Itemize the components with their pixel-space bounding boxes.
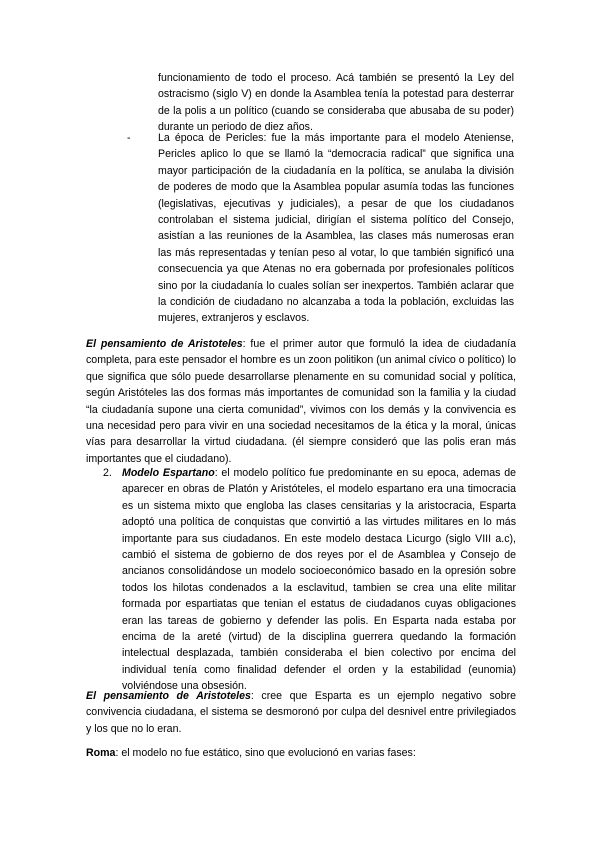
- section-roma: [86, 745, 516, 761]
- section-heading: Roma: [86, 747, 116, 759]
- numbered-item-espartano: [103, 465, 516, 695]
- section-heading: El pensamiento de Aristoteles: [86, 690, 251, 702]
- list-item-text: La época de Pericles: fue la más importante para el modelo Ateniense, Pericles aplico lo que se llamó la “democracia radical” que significa una mayor participación de la ciudadanía en la política, se anulaba la división de poderes de modo que la Asamblea popular asumía todas las funciones (legislativas, ejecutivas y judiciales), a pesar de que los ciudadanos controlaban el sistema judicial, dirigían el sistema político del Consejo, asistían a las reuniones de la Asamblea, las clases más numerosas eran las más representadas y tenían peso al votar, lo que también significó una consecuencia ya que Atenas no era gobernada por profesionales políticos sino por la ciudadanía lo cuales solían ser inexpertos. También aclarar que la condición de ciudadano no alcanzaba a toda la población, excluidas las mujeres, extranjeros y esclavos.: [158, 132, 514, 325]
- section-aristoteles-1: [86, 336, 516, 467]
- item-number: 2.: [103, 467, 112, 479]
- item-heading: Modelo Espartano: [122, 467, 215, 479]
- section-text: : el modelo no fue estático, sino que evolucionó en varias fases:: [115, 747, 416, 759]
- section-aristoteles-2: [86, 688, 516, 737]
- section-heading: El pensamiento de Aristoteles: [86, 338, 243, 350]
- item-paragraph: [122, 465, 516, 695]
- item-text: : el modelo político fue predominante en su epoca, ademas de aparecer en obras de Platón y Aristóteles, el modelo espartano era una timocracia es un sistema mixto que engloba las clases censitarias y la aristocracia, Esparta adoptó una política de conquistas que convirtió a las virtudes militares en lo más importante para sus ciudadanos. En este modelo destaca Licurgo (siglo VIII a.c), cambió el sistema de gobierno de dos reyes por el de Asamblea y Consejo de ancianos consolidándose un modelo socioeconómico basado en la opresión sobre todos los hilotas condenados a la esclavitud, tambien se crea una elite militar formada por espartiatas que tenian el estatus de ciudadanos cuyas obligaciones eran las tareas de gobierno y defender las polis. En Esparta nada estaba por encima de la areté (virtud) de la disciplina guerrera quedando la formación intelectual desplazada, también consideraba el bien colectivo por encima del individual tenía como finalidad defender el orden y la estabilidad (eunomia) volviéndose una obsesión.: [122, 467, 516, 693]
- bullet-dash: -: [127, 132, 131, 144]
- list-item-pericles: [127, 130, 514, 327]
- continued-paragraph: funcionamiento de todo el proceso. Acá también se presentó la Ley del ostracismo (siglo V) en donde la Asamblea tenía la potestad para desterrar de la polis a un político (cuando se consideraba que abusaba de su poder) durante un periodo de diez años.: [158, 72, 514, 134]
- section-text: : fue el primer autor que formuló la idea de ciudadanía completa, para este pensador el hombre es un zoon politikon (un animal cívico o político) lo que significa que sólo puede desarrollarse plenamente en su comunidad social y política, según Aristóteles las dos formas más importantes de comunidad son la familia y la ciudad “la ciudadanía supone una cierta comunidad”, vivimos con los demás y la convivencia es una necesidad pero para vivir en una sociedad necesitamos de la ética y la moral, únicas vías para desarrollar la virtud ciudadana. (él siempre consideró que las polis eran más importantes que el ciudadano).: [86, 338, 517, 465]
- section-text: : cree que Esparta es un ejemplo negativo sobre convivencia ciudadana, el sistema se desmoronó por culpa del desnivel entre privilegiados y los que no lo eran.: [86, 690, 517, 735]
